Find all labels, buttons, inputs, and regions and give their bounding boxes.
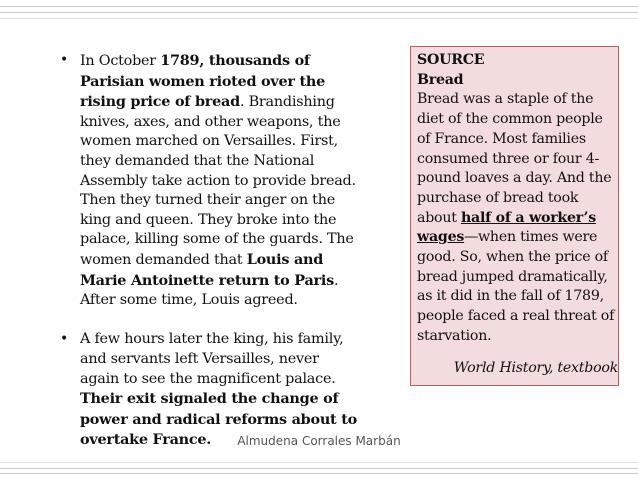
- source-emphasis: half of a worker’s wages: [417, 209, 596, 246]
- decor-line: [0, 18, 638, 19]
- bullet-text: . Brandishing knives, axes, and other weapons, the women marched on Versailles. First, they demanded that the National Assembly take action to provide bread. Then they turned their anger on the king and queen. They broke into the palace, killing some of the guards. The women demanded that: [80, 94, 356, 268]
- bullet-text-bold: Their exit signaled the change of power and radical reforms about to overtake France.: [80, 390, 357, 449]
- decor-line: [0, 468, 638, 469]
- decor-line: [0, 462, 638, 463]
- source-citation: World History, textbook: [453, 359, 618, 376]
- decor-line: [0, 12, 638, 13]
- bullet-text: In October: [80, 53, 161, 69]
- source-heading: SOURCE: [417, 52, 485, 68]
- bullet-list: [62, 51, 362, 451]
- author-credit: Almudena Corrales Marbán: [237, 434, 401, 448]
- decor-line: [0, 6, 638, 7]
- bullet-icon: •: [60, 331, 69, 348]
- decor-line: [0, 473, 638, 474]
- bullet-item: [62, 51, 362, 311]
- source-box: [410, 46, 619, 386]
- bullet-text-bold: 1789, thousands of Parisian women rioted over the rising price of bread: [80, 52, 326, 111]
- bullet-text: A few hours later the king, his family, and servants left Versailles, never again to see the magnificent palace.: [80, 331, 344, 387]
- bullet-icon: •: [60, 52, 69, 68]
- bullet-item: [62, 330, 362, 451]
- bullet-text-bold: Louis and Marie Antoinette return to Paris: [80, 250, 334, 289]
- source-body: Bread was a staple of the diet of the common people of France. Most families consumed three or four 4-pound loaves a day. And the purchase of bread took about half of a worker’s wages—when times were good. So, when the price of bread jumped dramatically, as it did in the fall of 1789, people faced a real threat of starvation.: [417, 91, 615, 344]
- source-subheading: Bread: [417, 71, 464, 88]
- bullet-text: . After some time, Louis agreed.: [80, 272, 339, 309]
